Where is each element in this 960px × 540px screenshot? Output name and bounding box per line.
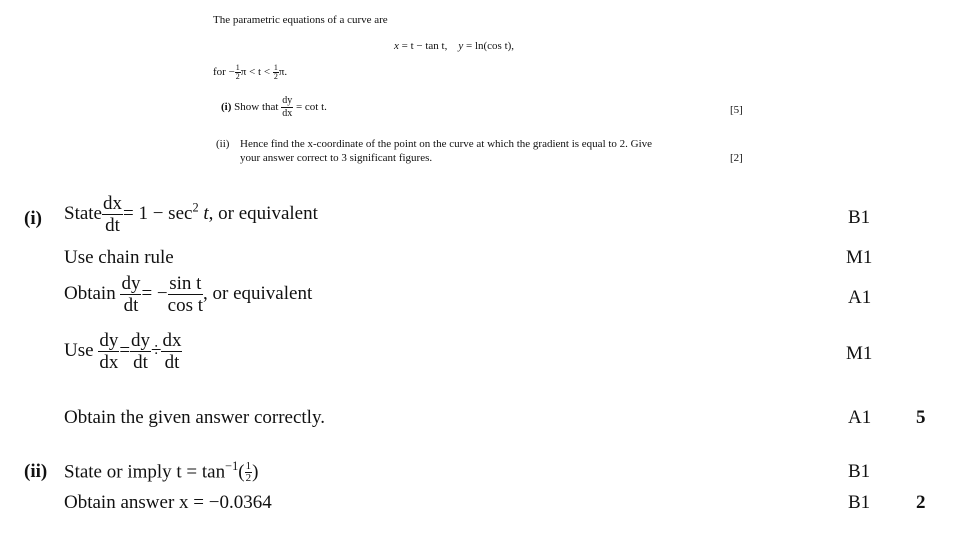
dy-dt-fraction: $\frac{dy}{dt}$ [121,273,141,316]
ms-mark-a1-1: A1 [848,287,872,308]
part-ii-label: (ii) [216,138,230,150]
ms-row-use-quotient: Use $\frac{dy}{dx}$ = $\frac{dy}{dt}$ ÷ $\frac{dx}{dt}$ [64,330,182,373]
sin-cos-fraction: $\frac{\text{sin t}}{\text{cos t}}$ [167,273,204,316]
ms-mark-m1-1: M1 [846,247,873,268]
dx-dt-frac: $\frac{dx}{dt}$ [162,330,182,373]
part-ii-marks: [2] [730,152,743,164]
dy-dx-fraction: $\frac{dy}{dx}$ [282,95,293,119]
eq-x-var: x [394,40,399,52]
domain-mid: π < t < [240,66,271,79]
half-fraction-left: $\frac{1}{2}$ [235,63,240,81]
ms-part-i-total: 5 [916,407,926,428]
dx-dt-fraction: $\frac{dx}{dt}$ [103,193,122,236]
eq-y-var: y [458,40,464,52]
ms-row-state-t: State or imply $t = \tan^{-1}$( $\frac{1}{2}$ ) [64,459,259,485]
ms-mark-b1-3: B1 [848,492,871,513]
ms-row-chain-rule: Use chain rule [64,247,174,268]
ms-part-i-label: (i) [24,208,42,229]
ms-mark-b1-2: B1 [848,461,871,482]
half-fraction-tan: $\frac{1}{2}$ [245,460,252,485]
question-intro: The parametric equations of a curve are [213,14,388,26]
ms-part-ii-total: 2 [916,492,926,513]
part-i-marks: [5] [730,104,743,116]
dy-dx-frac: $\frac{dy}{dx}$ [99,330,119,373]
ms-mark-m1-2: M1 [846,343,873,364]
part-i-label: (i) [221,101,232,114]
ms-row-state-dxdt: State $\frac{dx}{dt}$ = $1 - \sec^2 t$, or equivalent [64,193,318,236]
part-i-text: Show that [234,101,279,114]
domain-suffix: π. [278,66,288,79]
ms-mark-b1-1: B1 [848,207,871,228]
ms-row-obtain-dydt: Obtain $\frac{dy}{dt}$ = − $\frac{\text{sin t}}{\text{cos t}}$ , or equivalent [64,273,313,316]
part-ii-text-line1: Hence find the x-coordinate of the point on the curve at which the gradient is equal to 2. Give [240,138,653,150]
eq-x-rhs: = t − tan t, [401,40,448,52]
ms-row-final-answer: Obtain answer x = −0.0364 [64,492,272,513]
domain-prefix: for − [213,66,235,79]
part-i-rhs: = cot t. [295,101,327,114]
half-fraction-right: $\frac{1}{2}$ [273,63,278,81]
ms-mark-a1-2: A1 [848,407,872,428]
part-i-question [221,96,327,119]
part-ii-text-line2: your answer correct to 3 significant figures. [240,152,433,164]
ms-row-given-answer: Obtain the given answer correctly. [64,407,325,428]
parametric-equations [394,40,514,52]
ms-part-ii-label: (ii) [24,461,48,482]
parameter-domain [213,64,287,81]
dy-dt-frac: $\frac{dy}{dt}$ [131,330,151,373]
eq-y-rhs: = ln(cos t), [466,40,515,52]
